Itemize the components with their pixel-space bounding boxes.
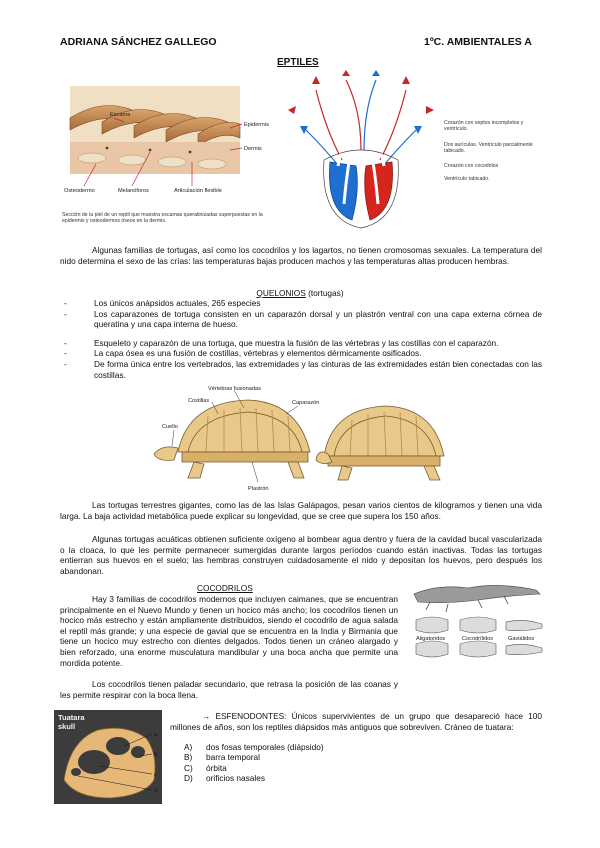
svg-text:a: a bbox=[154, 732, 157, 738]
label-melanoforos: Melanóforos bbox=[118, 188, 149, 194]
photo-label-line1: Tuatara bbox=[58, 713, 85, 722]
author-name: ADRIANA SÁNCHEZ GALLEGO bbox=[60, 36, 217, 48]
quelonios-list bbox=[60, 298, 542, 380]
list-letter: A) bbox=[184, 742, 193, 752]
label-dermis: Dermis bbox=[244, 146, 262, 152]
list-item: - La capa ósea es una fusión de costillas, vértebras y elementos dérmicamente osificados. bbox=[60, 348, 542, 359]
label-plastron: Plastrón bbox=[248, 486, 269, 492]
list-text: dos fosas temporales (diápsido) bbox=[206, 742, 324, 752]
list-item bbox=[184, 763, 484, 773]
page-title: EPTILES bbox=[277, 57, 319, 68]
turtle-skeleton-figure bbox=[148, 382, 448, 492]
label-costillas: Costillas bbox=[188, 398, 210, 404]
heart-note-3: Corazón con cocodrilos bbox=[444, 163, 499, 169]
esfenodontes-paragraph: → ESFENODONTES: Únicos supervivientes de un grupo que desapareció hace 100 millones de años, son los reptiles diápsidos más antiguos que sobreviven. Cráneo de tuatara: bbox=[170, 711, 542, 732]
cocodrilos-heading: COCODRILOS bbox=[197, 583, 253, 593]
quelonios-heading-suffix: (tortugas) bbox=[305, 288, 344, 298]
label-osteodermo: Osteodermo bbox=[64, 188, 95, 194]
tuatara-skull-photo bbox=[54, 710, 162, 804]
label-caparazon: Caparazón bbox=[292, 400, 320, 406]
list-item: - De forma única entre los vertebrados, las extremidades y las cinturas de las extremidades están bien conectadas con las costillas. bbox=[60, 359, 542, 380]
label-gavialidos: Gaviálidos bbox=[508, 636, 535, 642]
list-text: órbita bbox=[206, 762, 227, 773]
list-letter: D) bbox=[184, 773, 193, 784]
list-letter: C) bbox=[184, 762, 193, 773]
skin-figure-caption: Sección de la piel de un reptil que muestra escamas queratinizadas superpuestas en la epidermis y osteodermos óseos en la dermis. bbox=[62, 212, 263, 225]
cocodrilos-paragraph-2: Los cocodrilos tienen paladar secundario, que retrasa la posición de las coanas y les permite respirar con la boca llena. bbox=[60, 679, 398, 700]
label-cocodrilidos: Cocodrílidos bbox=[462, 636, 494, 642]
crocodile-skulls-figure bbox=[408, 574, 548, 678]
label-articulacion: Articulación flexible bbox=[174, 188, 222, 194]
cocodrilos-paragraph-1: Hay 3 familias de cocodrilos modernos que incluyen caimanes, que se encuentran principalmente en el Nuevo Mundo y tienen un hocico más ancho; los cocodrilos tienen un hocico más estrecho y están ampliamente distribuidos, siendo el cocodrilo de agua salada el reptil más grande; y una especie de gavial que se encuentra en la India y Birmania que tiene un hocico muy estrecho con dientes delgados. Todos tienen un cráneo alargado y bien reforzado, una enorme musculatura mandibular y una boca ancha que permite una mordida potente. bbox=[60, 594, 398, 668]
label-cuello: Cuello bbox=[162, 424, 178, 430]
list-item bbox=[184, 742, 484, 752]
course-name: 1ºC. AMBIENTALES A bbox=[424, 36, 532, 48]
skin-section-figure bbox=[62, 78, 282, 198]
heart-note-2: Dos aurículas. Ventrículo parcialmente tabicado. bbox=[444, 142, 533, 155]
list-text: orificios nasales bbox=[206, 773, 266, 784]
heart-note-4: Ventrículo tabicado. bbox=[444, 176, 490, 182]
svg-text:b: b bbox=[154, 752, 157, 758]
heart-circulation-diagram bbox=[286, 70, 436, 232]
photo-label-line2: skull bbox=[58, 722, 76, 731]
list-item bbox=[184, 773, 484, 783]
tuatara-skull-list bbox=[184, 742, 484, 784]
quelonios-heading-row bbox=[0, 288, 600, 299]
list-letter: B) bbox=[184, 752, 193, 763]
list-text: barra temporal bbox=[206, 752, 260, 763]
tortugas-paragraph-1: Las tortugas terrestres gigantes, como las de las Islas Galápagos, pesan varios cientos de kilogramos y tienen una vida larga. La baja actividad metabólica puede explicar su longevidad, que se cree que supera los 150 años. bbox=[60, 500, 542, 521]
list-item: - Los únicos anápsidos actuales, 265 especies bbox=[60, 298, 542, 309]
svg-text:d: d bbox=[154, 788, 157, 794]
tortugas-paragraph-2: Algunas tortugas acuáticas obtienen suficiente oxígeno al bombear agua dentro y fuera de la cavidad bucal vascularizada o la cloaca, lo que les permite permanecer sumergidas durante largos períodos cuando están inactivas. Todas las tortugas entierran sus huevos en el suelo; las hembras construyen cuidadosamente el nido y depositan los huevos, pero después los abandonan. bbox=[60, 534, 542, 576]
label-aligatoridos: Aligatoridos bbox=[416, 636, 446, 642]
label-vertebras: Vértebras fusionadas bbox=[208, 386, 261, 392]
svg-text:c: c bbox=[154, 772, 157, 778]
heart-note-1: Corazón con septos incompletos y ventrículo. bbox=[444, 120, 524, 133]
intro-paragraph: Algunas familias de tortugas, así como los cocodrilos y los lagartos, no tienen cromosomas sexuales. La temperatura del nido determina el sexo de las crías: las temperaturas bajas producen machos y las temperaturas altas producen hembras. bbox=[60, 245, 542, 266]
label-epidermis: Epidermis bbox=[244, 122, 269, 128]
list-item: - Esqueleto y caparazón de una tortuga, que muestra la fusión de las vértebras y las costillas con el caparazón. bbox=[60, 338, 542, 349]
list-item: - Los caparazones de tortuga consisten en un caparazón dorsal y un plastrón ventral con una capa externa córnea de queratina y una capa interna de hueso. bbox=[60, 309, 542, 330]
list-item bbox=[184, 752, 484, 762]
label-escama: Escama bbox=[110, 112, 131, 118]
quelonios-heading: QUELONIOS bbox=[256, 288, 306, 298]
